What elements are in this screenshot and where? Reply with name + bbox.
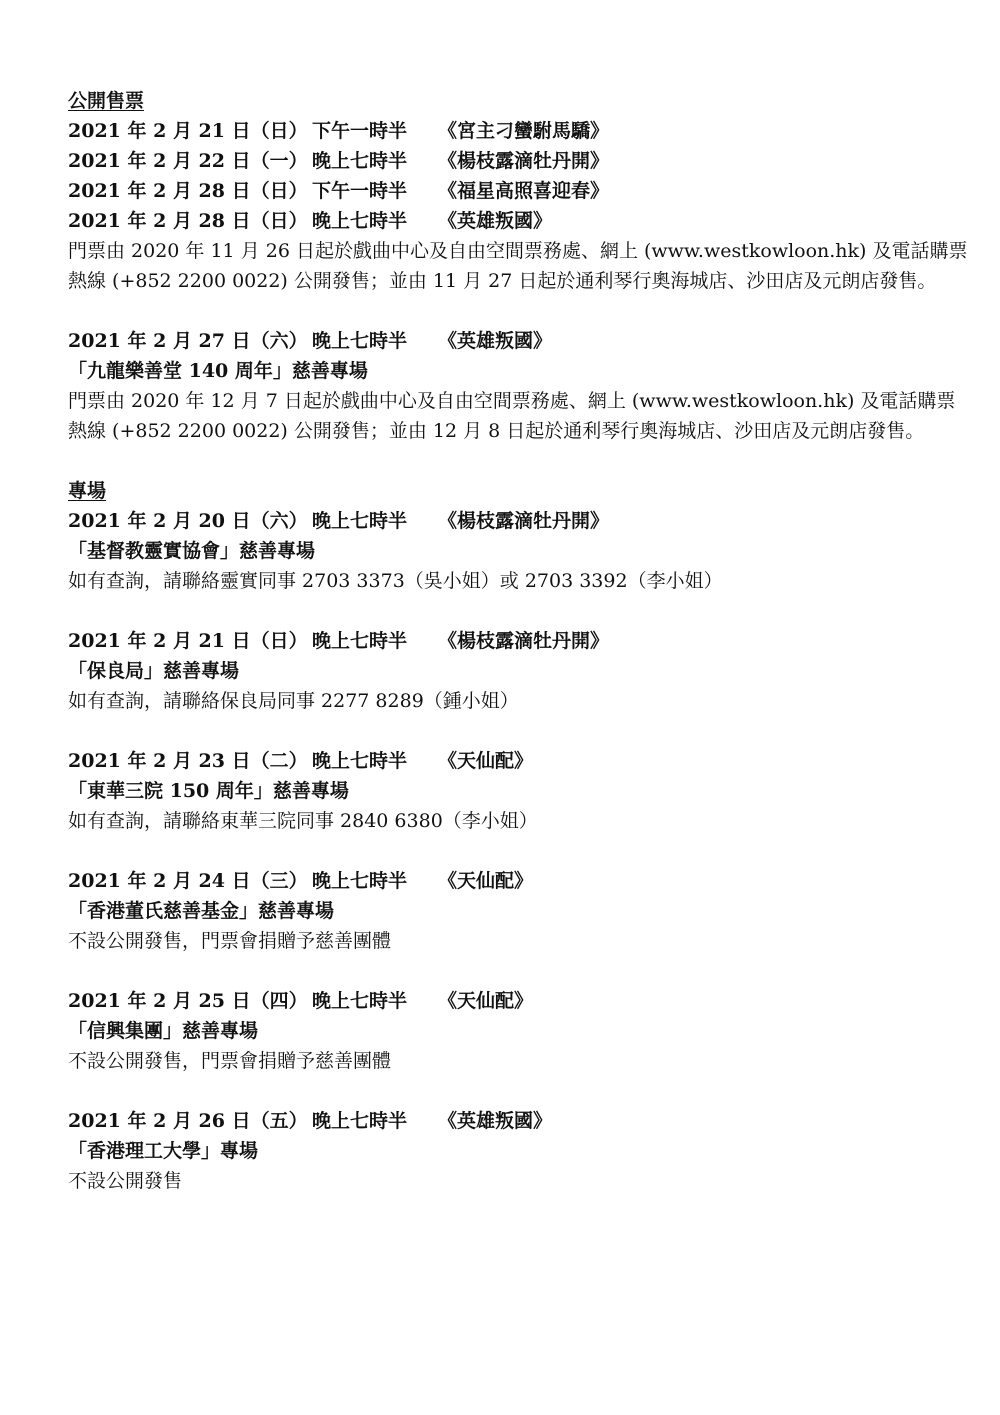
performance-row (68, 986, 968, 1016)
performance-row (68, 866, 968, 896)
performance-row (68, 146, 968, 176)
performance-date: 2021 年 2 月 21 日（日） (68, 120, 308, 142)
performance-show: 《宮主刁蠻駙馬驕》 (438, 120, 610, 142)
ticket-info-line: 熱線 (+852 2200 0022) 公開發售；並由 11 月 27 日起於通利琴行奧海城店、沙田店及元朗店發售。 (68, 270, 937, 292)
performance-time: 晚上七時半 (312, 630, 408, 652)
performance-row (68, 326, 968, 356)
performance-row (68, 506, 968, 536)
performance-show: 《天仙配》 (438, 990, 534, 1012)
performance-show: 《楊枝露滴牡丹開》 (438, 150, 610, 172)
performance-date: 2021 年 2 月 25 日（四） (68, 990, 308, 1012)
performance-row (68, 746, 968, 776)
ticket-info (68, 236, 968, 296)
event-title: 「信興集團」慈善專場 (68, 1020, 259, 1042)
performance-time: 晚上七時半 (312, 990, 408, 1012)
event-info: 如有查詢，請聯絡靈實同事 2703 3373（吳小姐）或 2703 3392（李小姐） (68, 570, 723, 592)
performance-show: 《楊枝露滴牡丹開》 (438, 510, 610, 532)
performance-row (68, 206, 968, 236)
event-title: 「保良局」慈善專場 (68, 660, 240, 682)
performance-date: 2021 年 2 月 21 日（日） (68, 630, 308, 652)
special-event (68, 746, 968, 836)
performance-time: 晚上七時半 (312, 870, 408, 892)
event-info: 不設公開發售，門票會捐贈予慈善團體 (68, 930, 392, 952)
performance-date: 2021 年 2 月 28 日（日） (68, 210, 308, 232)
performance-row (68, 1106, 968, 1136)
performance-time: 下午一時半 (312, 180, 408, 202)
performance-date: 2021 年 2 月 20 日（六） (68, 510, 308, 532)
performance-date: 2021 年 2 月 23 日（二） (68, 750, 308, 772)
performance-show: 《英雄叛國》 (438, 1110, 553, 1132)
performance-show: 《福星高照喜迎春》 (438, 180, 610, 202)
event-title: 「香港理工大學」專場 (68, 1140, 259, 1162)
performance-show: 《英雄叛國》 (438, 330, 553, 352)
document-page (68, 86, 968, 1196)
event-info: 如有查詢，請聯絡保良局同事 2277 8289（鍾小姐） (68, 690, 519, 712)
performance-date: 2021 年 2 月 28 日（日） (68, 180, 308, 202)
performance-show: 《天仙配》 (438, 870, 534, 892)
performance-time: 下午一時半 (312, 120, 408, 142)
special-heading: 專場 (68, 480, 107, 502)
performance-row (68, 176, 968, 206)
event-title: 「基督教靈實協會」慈善專場 (68, 540, 316, 562)
performance-time: 晚上七時半 (312, 330, 408, 352)
ticket-info (68, 386, 958, 446)
charity-title: 「九龍樂善堂 140 周年」慈善專場 (68, 360, 368, 382)
performance-show: 《英雄叛國》 (438, 210, 553, 232)
performance-date: 2021 年 2 月 24 日（三） (68, 870, 308, 892)
event-info: 不設公開發售，門票會捐贈予慈善團體 (68, 1050, 392, 1072)
performance-time: 晚上七時半 (312, 150, 408, 172)
performance-time: 晚上七時半 (312, 210, 408, 232)
special-event (68, 866, 968, 956)
special-event (68, 626, 968, 716)
event-info: 不設公開發售 (68, 1170, 183, 1192)
special-event (68, 986, 968, 1076)
ticket-info-line: 門票由 2020 年 11 月 26 日起於戲曲中心及自由空間票務處、網上 (www.westkowloon.hk) 及電話購票 (68, 240, 968, 262)
performance-date: 2021 年 2 月 27 日（六） (68, 330, 308, 352)
performance-date: 2021 年 2 月 26 日（五） (68, 1110, 308, 1132)
ticket-info-line: 門票由 2020 年 12 月 7 日起於戲曲中心及自由空間票務處、網上 (www.westkowloon.hk) 及電話購票 (68, 390, 956, 412)
event-info: 如有查詢，請聯絡東華三院同事 2840 6380（李小姐） (68, 810, 538, 832)
special-event (68, 1106, 968, 1196)
special-event (68, 506, 968, 596)
performance-date: 2021 年 2 月 22 日（一） (68, 150, 308, 172)
public-sale-heading: 公開售票 (68, 90, 145, 112)
event-title: 「香港董氏慈善基金」慈善專場 (68, 900, 335, 922)
performance-time: 晚上七時半 (312, 750, 408, 772)
performance-row (68, 116, 968, 146)
performance-time: 晚上七時半 (312, 1110, 408, 1132)
performance-row (68, 626, 968, 656)
performance-show: 《楊枝露滴牡丹開》 (438, 630, 610, 652)
performance-time: 晚上七時半 (312, 510, 408, 532)
performance-show: 《天仙配》 (438, 750, 534, 772)
event-title: 「東華三院 150 周年」慈善專場 (68, 780, 349, 802)
ticket-info-line: 熱線 (+852 2200 0022) 公開發售；並由 12 月 8 日起於通利琴行奧海城店、沙田店及元朗店發售。 (68, 420, 925, 442)
